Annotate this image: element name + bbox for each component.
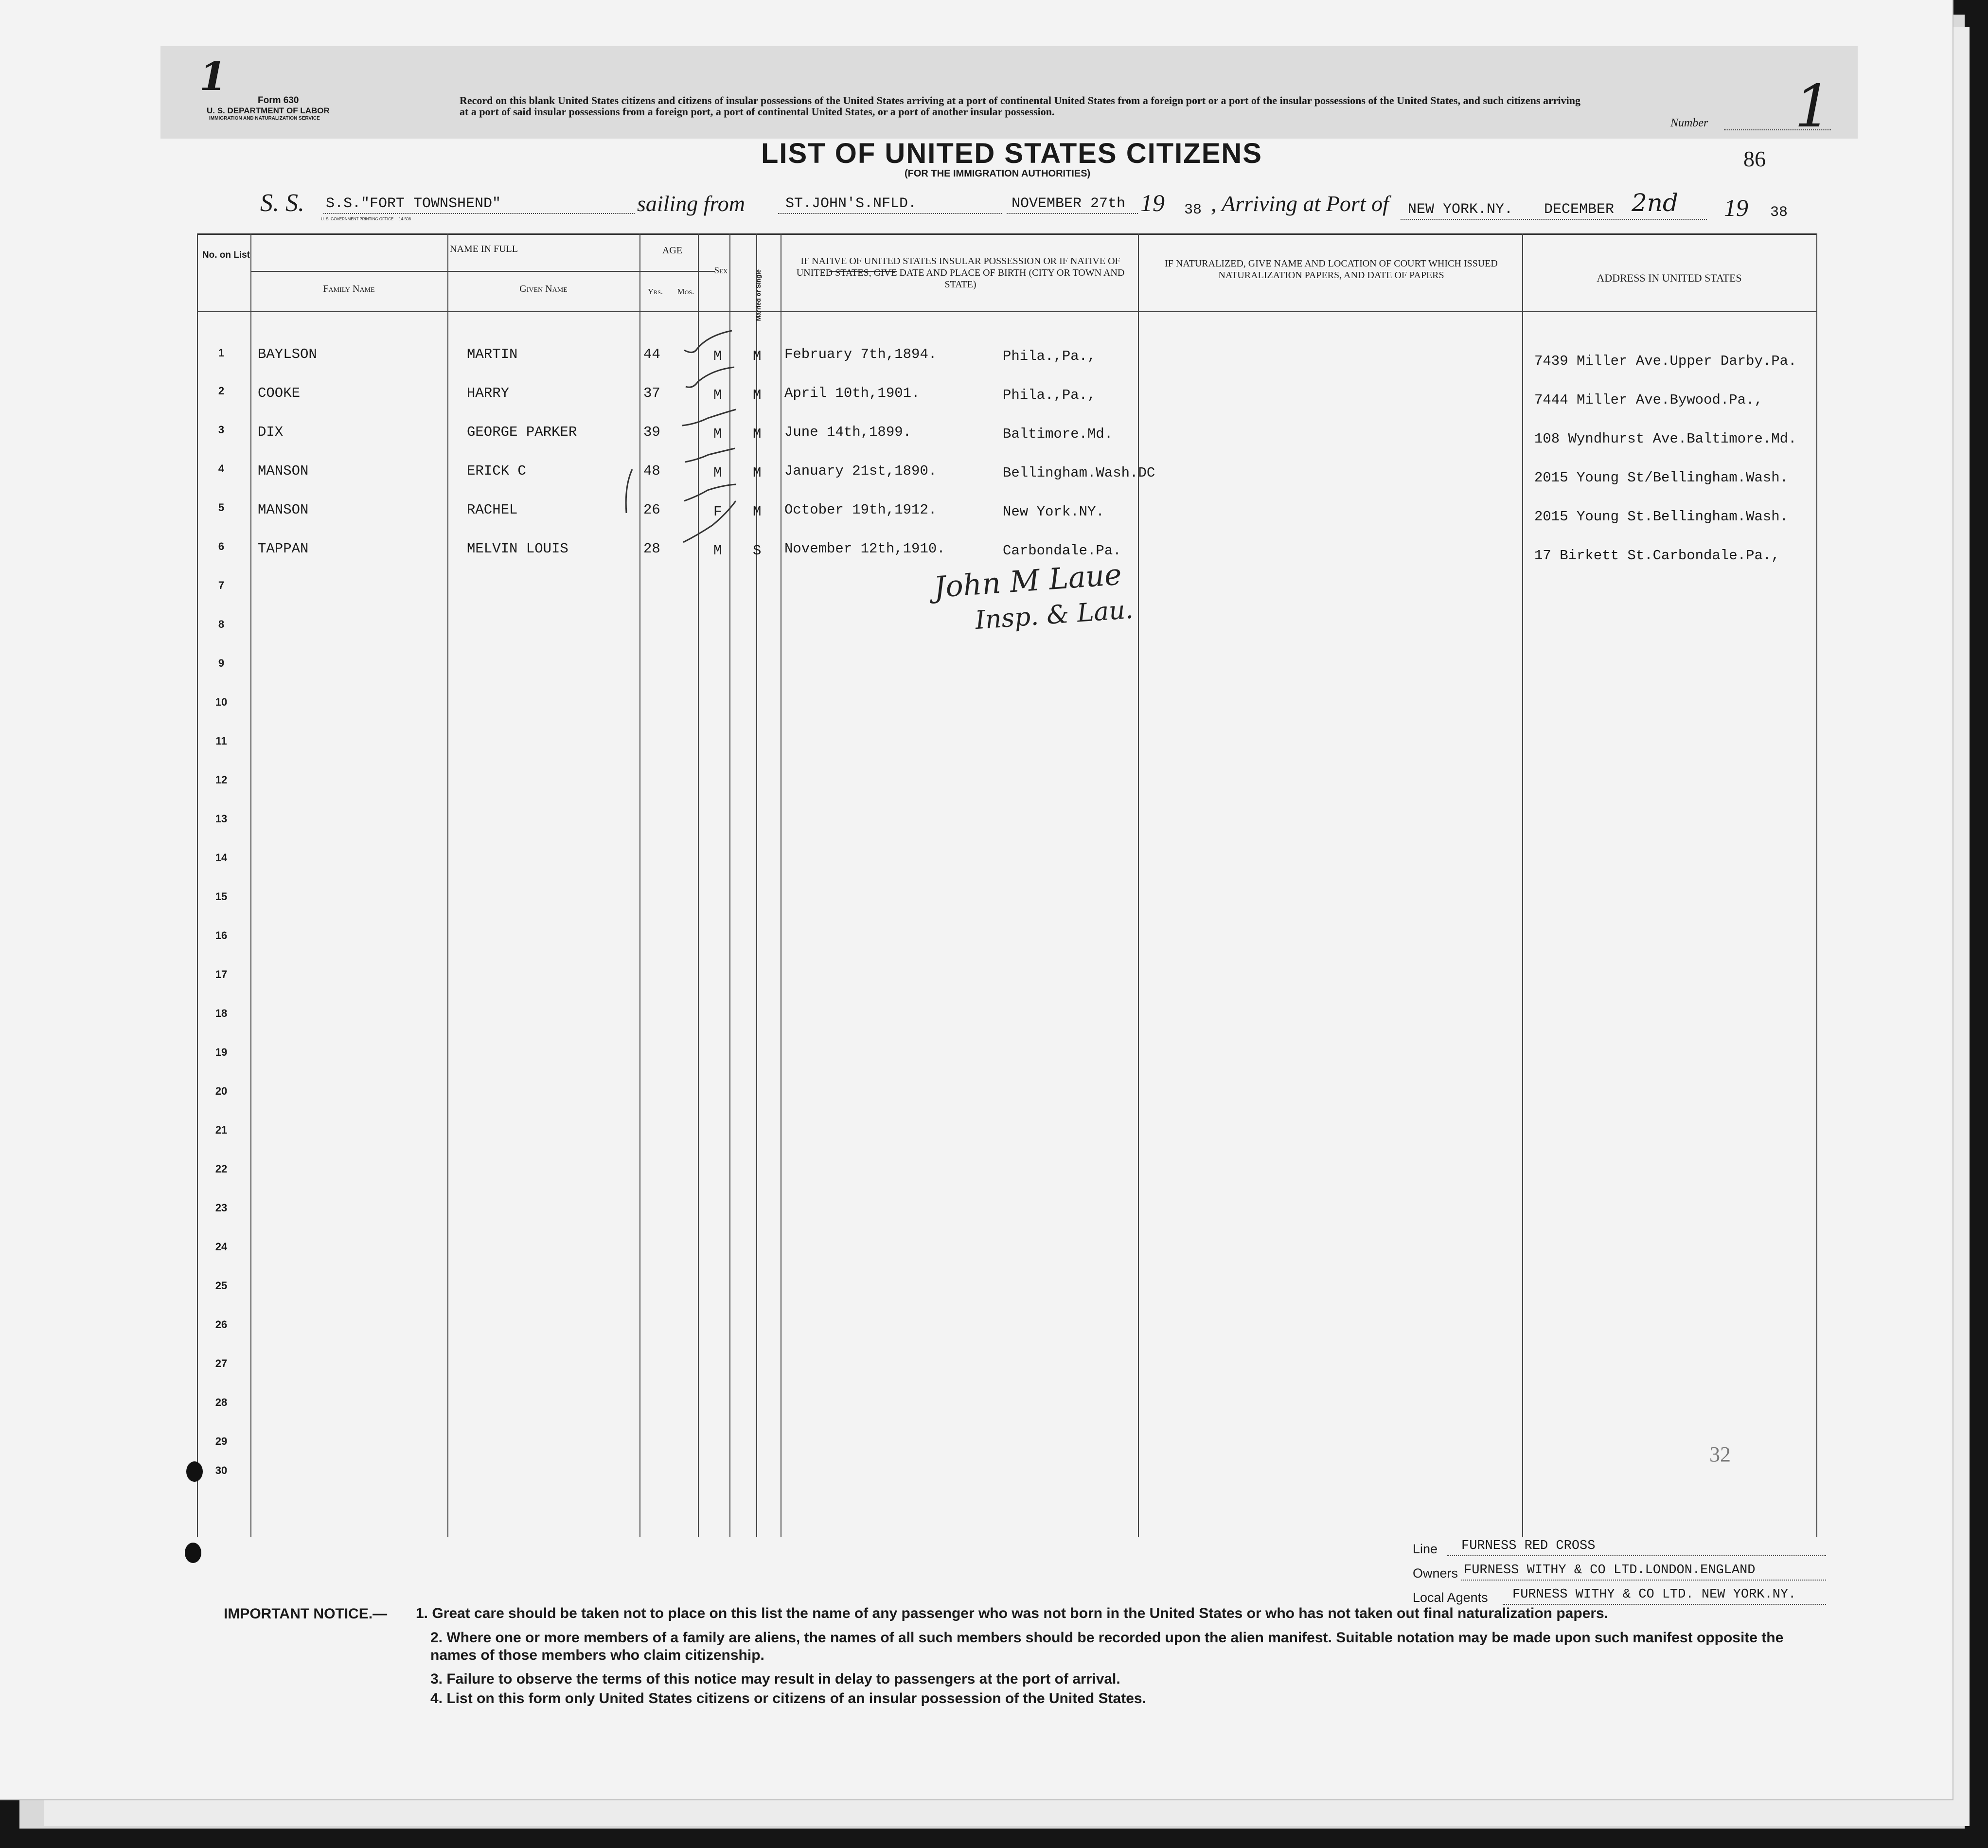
printing-code: 14-508 [399,217,411,221]
header-no-on-list: No. on List [202,250,250,260]
agents-value: FURNESS WITHY & CO LTD. NEW YORK.NY. [1512,1587,1796,1602]
row-number: 10 [215,696,228,708]
col-rule [1816,233,1817,1537]
marital-status: M [753,504,762,520]
notice-item: 2. Where one or more members of a family are aliens, the names of all such members should be recorded upon the alien manifest. Suitable notation may be made upon such manifest opposite the names of those members who claim citizenship. [430,1630,1784,1663]
given-name: GEORGE PARKER [467,424,577,440]
row-number: 6 [218,540,225,552]
corner-mark: 1 [199,53,227,99]
line-value: FURNESS RED CROSS [1461,1539,1596,1553]
col-rule [197,233,198,1537]
sailing-from-line [778,213,1002,214]
age-years: 26 [643,502,660,518]
given-name: ERICK C [467,463,526,479]
address: 7444 Miller Ave.Bywood.Pa., [1534,392,1763,408]
sex: M [713,426,722,442]
col-rule [1522,233,1523,1537]
punch-hole [185,1543,201,1563]
row-number: 19 [215,1046,228,1058]
address: 2015 Young St/Bellingham.Wash. [1534,470,1789,486]
sailing-from: ST.JOHN'S.NFLD. [785,195,917,212]
header-birth: IF NATIVE OF UNITED STATES INSULAR POSSESSION OR IF NATIVE OF UNITED STATES, GIVE DATE AND PLACE OF BIRTH (CITY OR TOWN AND STATE) [796,256,1125,290]
form-instructions: Record on this blank United States citizens and citizens of insular possessions of the United States arriving at a port of continental United States from a foreign port or a port of the insular possessions of the United States, and such citizens arriving at a port of said insular possessions from a foreign port, a port of continental United States, or a port of another insular possession. [460,94,1580,118]
stamp-number: 32 [1709,1442,1731,1466]
birth-date: February 7th,1894. [784,346,937,362]
age-years: 39 [643,424,660,440]
inspector-signature: John M Laue [933,557,1123,605]
age-years: 48 [643,463,660,479]
line-label: Line [1413,1542,1438,1556]
row-number: 7 [218,579,225,591]
marital-status: S [753,543,762,559]
row-number: 5 [218,501,225,514]
year-1-prefix: 19 [1140,189,1165,216]
birth-date: January 21st,1890. [784,463,937,479]
arrival-month: DECEMBER [1544,201,1615,218]
birth-date: June 14th,1899. [784,424,912,440]
department: U. S. DEPARTMENT OF LABOR [207,106,330,115]
header-address: ADDRESS IN UNITED STATES [1597,272,1742,284]
birth-place: Carbondale.Pa. [1003,543,1121,559]
sex: M [713,348,722,364]
row-number: 9 [218,657,225,669]
ship-name: S.S."FORT TOWNSHEND" [326,195,501,212]
row-number: 18 [215,1007,228,1019]
row-number: 21 [215,1124,228,1136]
header-married-single: Married or Single [755,269,762,321]
col-rule [639,233,640,1537]
header-name-in-full: NAME IN FULL [450,244,518,254]
marital-status: M [753,465,762,481]
row-number: 24 [215,1241,228,1253]
punch-hole [186,1461,203,1482]
birth-place: New York.NY. [1003,504,1104,520]
number-label: Number [1670,117,1708,129]
sex: M [713,465,722,481]
agents-label: Local Agents [1413,1590,1488,1605]
row-number: 12 [215,774,228,786]
family-name: BAYLSON [258,346,317,362]
marital-status: M [753,387,762,403]
sex: M [713,543,722,559]
row-number: 25 [215,1279,228,1292]
row-number: 23 [215,1202,228,1214]
notice-label: IMPORTANT NOTICE.— [224,1606,388,1622]
notice-item: 1. Great care should be taken not to place on this list the name of any passenger who was not born in the United States or who has not taken out final naturalization papers. [416,1605,1609,1621]
row-number: 20 [215,1085,228,1097]
header-family-name: Family Name [323,284,375,294]
page-title: LIST OF UNITED STATES CITIZENS [761,138,1262,169]
sailing-date: NOVEMBER 27th [1012,195,1126,212]
col-rule [250,233,251,1537]
address: 7439 Miller Ave.Upper Darby.Pa. [1534,353,1797,369]
page-subtitle: (FOR THE IMMIGRATION AUTHORITIES) [905,168,1091,179]
row-number: 16 [215,929,228,942]
header-mos: Mos. [677,287,694,296]
birth-place: Baltimore.Md. [1003,426,1113,442]
age-years: 28 [643,541,660,557]
ship-line [323,213,635,214]
row-number: 4 [218,462,225,475]
row-number: 3 [218,424,225,436]
row-number: 17 [215,968,228,980]
header-bottom-rule [197,311,1816,312]
owners-value: FURNESS WITHY & CO LTD.LONDON.ENGLAND [1464,1563,1756,1578]
header-age: AGE [662,245,683,256]
row-number: 30 [215,1464,228,1476]
row-number: 28 [215,1396,228,1408]
line-dotline [1447,1555,1826,1556]
service-name: IMMIGRATION AND NATURALIZATION SERVICE [209,116,320,121]
col-rule [1138,233,1139,1537]
family-name: COOKE [258,385,301,401]
arriving-label: , Arriving at Port of [1211,191,1389,216]
check-marks [678,321,746,554]
birth-place: Bellingham.Wash.DC [1003,465,1155,481]
ss-label: S. S. [260,189,304,217]
family-name: DIX [258,424,284,440]
row-number: 14 [215,852,228,864]
row-number: 26 [215,1318,228,1331]
header-band [160,46,1858,139]
row-number: 27 [215,1357,228,1369]
name-header-rule [250,271,715,272]
given-name: RACHEL [467,502,518,518]
address: 108 Wyndhurst Ave.Baltimore.Md. [1534,431,1797,447]
birth-date: October 19th,1912. [784,502,937,518]
row-number: 1 [218,347,225,359]
family-name: MANSON [258,502,309,518]
family-name: MANSON [258,463,309,479]
header-yrs: Yrs. [647,287,663,296]
row-number: 29 [215,1435,228,1447]
sailing-from-label: sailing from [637,191,745,216]
col-rule [447,233,448,1537]
table-top-rule [197,233,1816,235]
age-years: 37 [643,385,660,401]
sex: F [713,504,722,520]
owners-label: Owners [1413,1566,1458,1581]
inspector-title: Insp. & Lau. [974,595,1135,636]
row-number: 15 [215,890,228,903]
marital-status: M [753,348,762,364]
row-number: 13 [215,813,228,825]
family-name: TAPPAN [258,541,309,557]
arrival-port: NEW YORK.NY. [1408,201,1513,218]
owners-dotline [1461,1580,1826,1581]
age-years: 44 [643,346,660,362]
arrival-line [1401,219,1707,220]
address: 17 Birkett St.Carbondale.Pa., [1534,548,1780,564]
row-number: 2 [218,385,225,397]
form-number: Form 630 [258,95,299,106]
notice-item: 3. Failure to observe the terms of this notice may result in delay to passengers at the port of arrival. [430,1671,1120,1687]
birth-date: April 10th,1901. [784,385,920,401]
given-name: MARTIN [467,346,518,362]
row-number: 8 [218,618,225,630]
year-2-suffix: 38 [1770,204,1788,221]
header-sex: Sex [714,266,728,276]
year-1-suffix: 38 [1184,202,1202,218]
marital-status: M [753,426,762,442]
row-number: 22 [215,1163,228,1175]
notice-item: 4. List on this form only United States citizens or citizens of an insular possession of the United States. [430,1690,1146,1706]
printing-office: U. S. GOVERNMENT PRINTING OFFICE [321,217,394,221]
given-name: HARRY [467,385,510,401]
header-naturalized: IF NATURALIZED, GIVE NAME AND LOCATION OF COURT WHICH ISSUED NATURALIZATION PAPERS, AND DATE OF PAPERS [1165,258,1498,281]
arrival-day: 2nd [1632,189,1679,217]
sailing-date-line [1007,213,1138,214]
year-2-prefix: 19 [1724,194,1748,221]
birth-place: Phila.,Pa., [1003,387,1096,403]
page-number: 86 [1743,146,1766,171]
birth-date: November 12th,1910. [784,541,945,557]
sex: M [713,387,722,403]
given-name: MELVIN LOUIS [467,541,568,557]
row-number: 11 [215,735,227,747]
address: 2015 Young St.Bellingham.Wash. [1534,509,1789,525]
birth-place: Phila.,Pa., [1003,348,1096,364]
bracket-mark [621,467,636,515]
header-given-name: Given Name [519,284,568,294]
number-value: 1 [1794,73,1832,141]
